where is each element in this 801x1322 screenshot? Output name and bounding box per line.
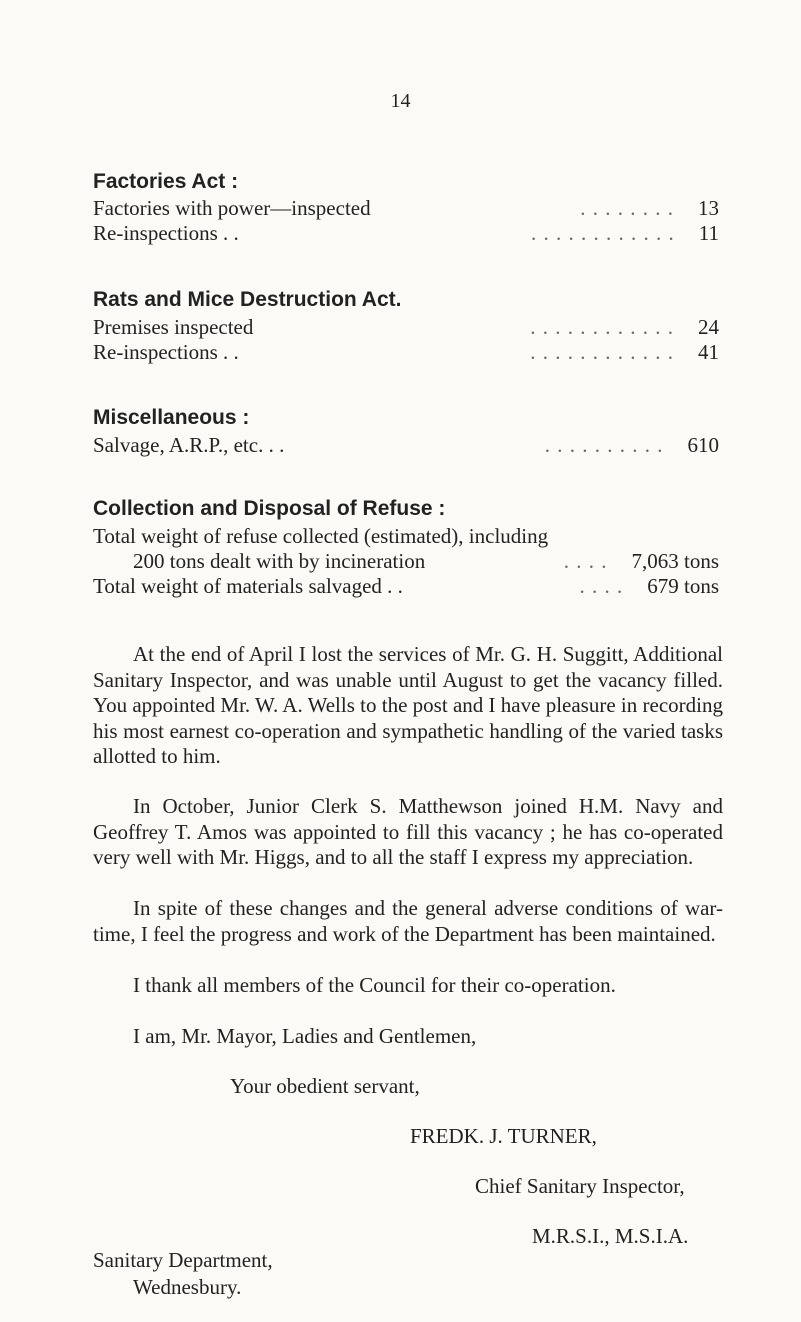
signature-qualifications: M.R.S.I., M.S.I.A.: [532, 1224, 689, 1248]
signature-title: Chief Sanitary Inspector,: [475, 1174, 685, 1198]
refuse-line-3: [93, 574, 719, 599]
row-label: Re-inspections . .: [93, 340, 239, 364]
row-label: Premises inspected: [93, 315, 254, 339]
address-line-2: Wednesbury.: [133, 1275, 242, 1299]
row-value: 24: [698, 315, 719, 339]
rats-heading: Rats and Mice Destruction Act.: [93, 288, 402, 311]
paragraph-october: In October, Junior Clerk S. Matthewson joined H.M. Navy and Geoffrey T. Amos was appointed to fill this vacancy ; he has co-operated very well with Mr. Higgs, and to all the staff I express my appreciation.: [93, 794, 723, 869]
row-value: 11: [698, 221, 719, 245]
paragraph-staff-changes: At the end of April I lost the services of Mr. G. H. Suggitt, Additional Sanitary Inspector, and was unable until August to get the vacancy filled. You appointed Mr. W. A. Wells to the post and I have pleasure in recording his most earnest co-operation and sympathetic handling of the varied tasks allotted to him.: [93, 642, 723, 768]
paragraph-war-time: In spite of these changes and the general adverse conditions of war-time, I feel the progress and work of the Department has been maintained.: [93, 896, 723, 946]
leader-dots: . . . . . . . .: [580, 196, 674, 220]
refuse-line-2: [133, 549, 719, 574]
factories-row-2: [93, 221, 719, 246]
leader-dots: . . . .: [579, 574, 624, 598]
signature-name: FREDK. J. TURNER,: [410, 1124, 597, 1148]
row-label: Factories with power—inspected: [93, 196, 371, 220]
leader-dots: . . . .: [563, 549, 608, 573]
leader-dots: . . . . . . . . . . . .: [530, 340, 674, 364]
paragraph-thanks: I thank all members of the Council for their co-operation.: [133, 973, 616, 997]
row-value: 7,063 tons: [631, 549, 719, 573]
page-number: 14: [390, 90, 411, 112]
row-value: 41: [698, 340, 719, 364]
misc-heading: Miscellaneous :: [93, 406, 250, 429]
row-label: Total weight of materials salvaged . .: [93, 574, 403, 598]
leader-dots: . . . . . . . . . . . .: [530, 315, 674, 339]
refuse-line-1: Total weight of refuse collected (estimated), including: [93, 524, 549, 548]
row-label: Re-inspections . .: [93, 221, 239, 245]
factories-row-1: [93, 196, 719, 221]
leader-dots: . . . . . . . . . .: [544, 433, 664, 457]
leader-dots: . . . . . . . . . . . .: [531, 221, 675, 245]
row-label: Salvage, A.R.P., etc. . .: [93, 433, 285, 457]
factories-heading: Factories Act :: [93, 170, 239, 193]
row-label: 200 tons dealt with by incineration: [133, 549, 426, 573]
address-line-1: Sanitary Department,: [93, 1248, 273, 1272]
rats-row-2: [93, 340, 719, 365]
closing-salutation: I am, Mr. Mayor, Ladies and Gentlemen,: [133, 1024, 477, 1048]
closing-servant: Your obedient servant,: [230, 1074, 420, 1098]
row-value: 610: [687, 433, 719, 457]
row-value: 13: [698, 196, 719, 220]
row-value: 679 tons: [647, 574, 719, 598]
refuse-heading: Collection and Disposal of Refuse :: [93, 497, 446, 520]
rats-row-1: [93, 315, 719, 340]
misc-row-1: [93, 433, 719, 458]
